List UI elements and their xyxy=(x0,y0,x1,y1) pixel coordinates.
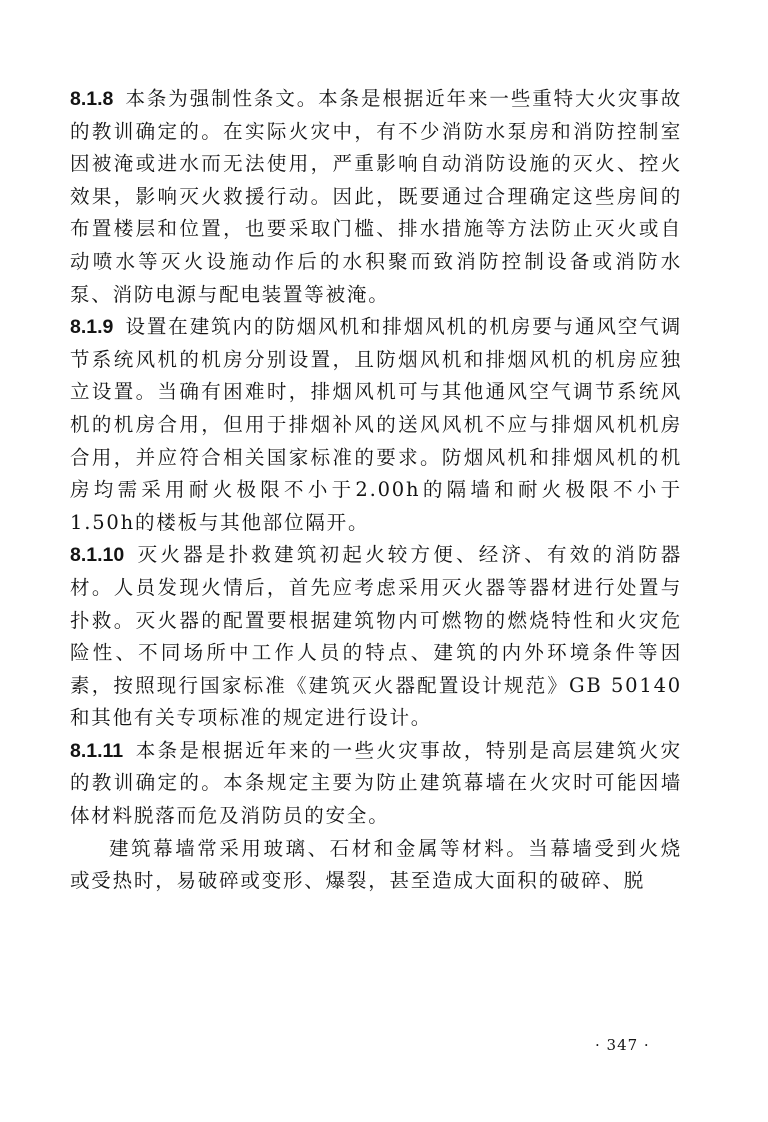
section-8-1-11 xyxy=(70,735,682,833)
section-8-1-8 xyxy=(70,83,682,311)
page-number: · 347 · xyxy=(595,1036,650,1054)
section-number: 8.1.9 xyxy=(70,316,114,339)
page-content xyxy=(70,83,682,898)
section-8-1-10 xyxy=(70,539,682,735)
section-text: 设置在建筑内的防烟风机和排烟风机的机房要与通风空气调节系统风机的机房分别设置，且防烟风机和排烟风机的机房应独立设置。当确有困难时，排烟风机可与其他通风空气调节系统风机的机房合用，但用于排烟补风的送风风机不应与排烟风机机房合用，并应符合相关国家标准的要求。防烟风机和排烟风机的机房均需采用耐火极限不小于2.00h的隔墙和耐火极限不小于1.50h的楼板与其他部位隔开。 xyxy=(70,315,682,534)
section-number: 8.1.10 xyxy=(70,544,125,567)
section-8-1-9 xyxy=(70,311,682,539)
continuation-paragraph: 建筑幕墙常采用玻璃、石材和金属等材料。当幕墙受到火烧或受热时，易破碎或变形、爆裂，甚至造成大面积的破碎、脱 xyxy=(70,836,682,893)
section-text: 本条是根据近年来的一些火灾事故，特别是高层建筑火灾的教训确定的。本条规定主要为防止建筑幕墙在火灾时可能因墙体材料脱落而危及消防员的安全。 xyxy=(70,738,682,828)
section-text: 灭火器是扑救建筑初起火较方便、经济、有效的消防器材。人员发现火情后，首先应考虑采用灭火器等器材进行处置与扑救。灭火器的配置要根据建筑物内可燃物的燃烧特性和火灾危险性、不同场所中工作人员的特点、建筑的内外环境条件等因素，按照现行国家标准《建筑灭火器配置设计规范》GB 50140和其他有关专项标准的规定进行设计。 xyxy=(70,543,682,730)
section-number: 8.1.8 xyxy=(70,88,114,110)
section-number: 8.1.11 xyxy=(70,739,124,762)
section-text: 本条为强制性条文。本条是根据近年来一些重特大火灾事故的教训确定的。在实际火灾中，有不少消防水泵房和消防控制室因被淹或进水而无法使用，严重影响自动消防设施的灭火、控火效果，影响灭火救援行动。因此，既要通过合理确定这些房间的布置楼层和位置，也要采取门槛、排水措施等方法防止灭火或自动喷水等灭火设施动作后的水积聚而致消防控制设备或消防水泵、消防电源与配电装置等被淹。 xyxy=(70,87,682,306)
